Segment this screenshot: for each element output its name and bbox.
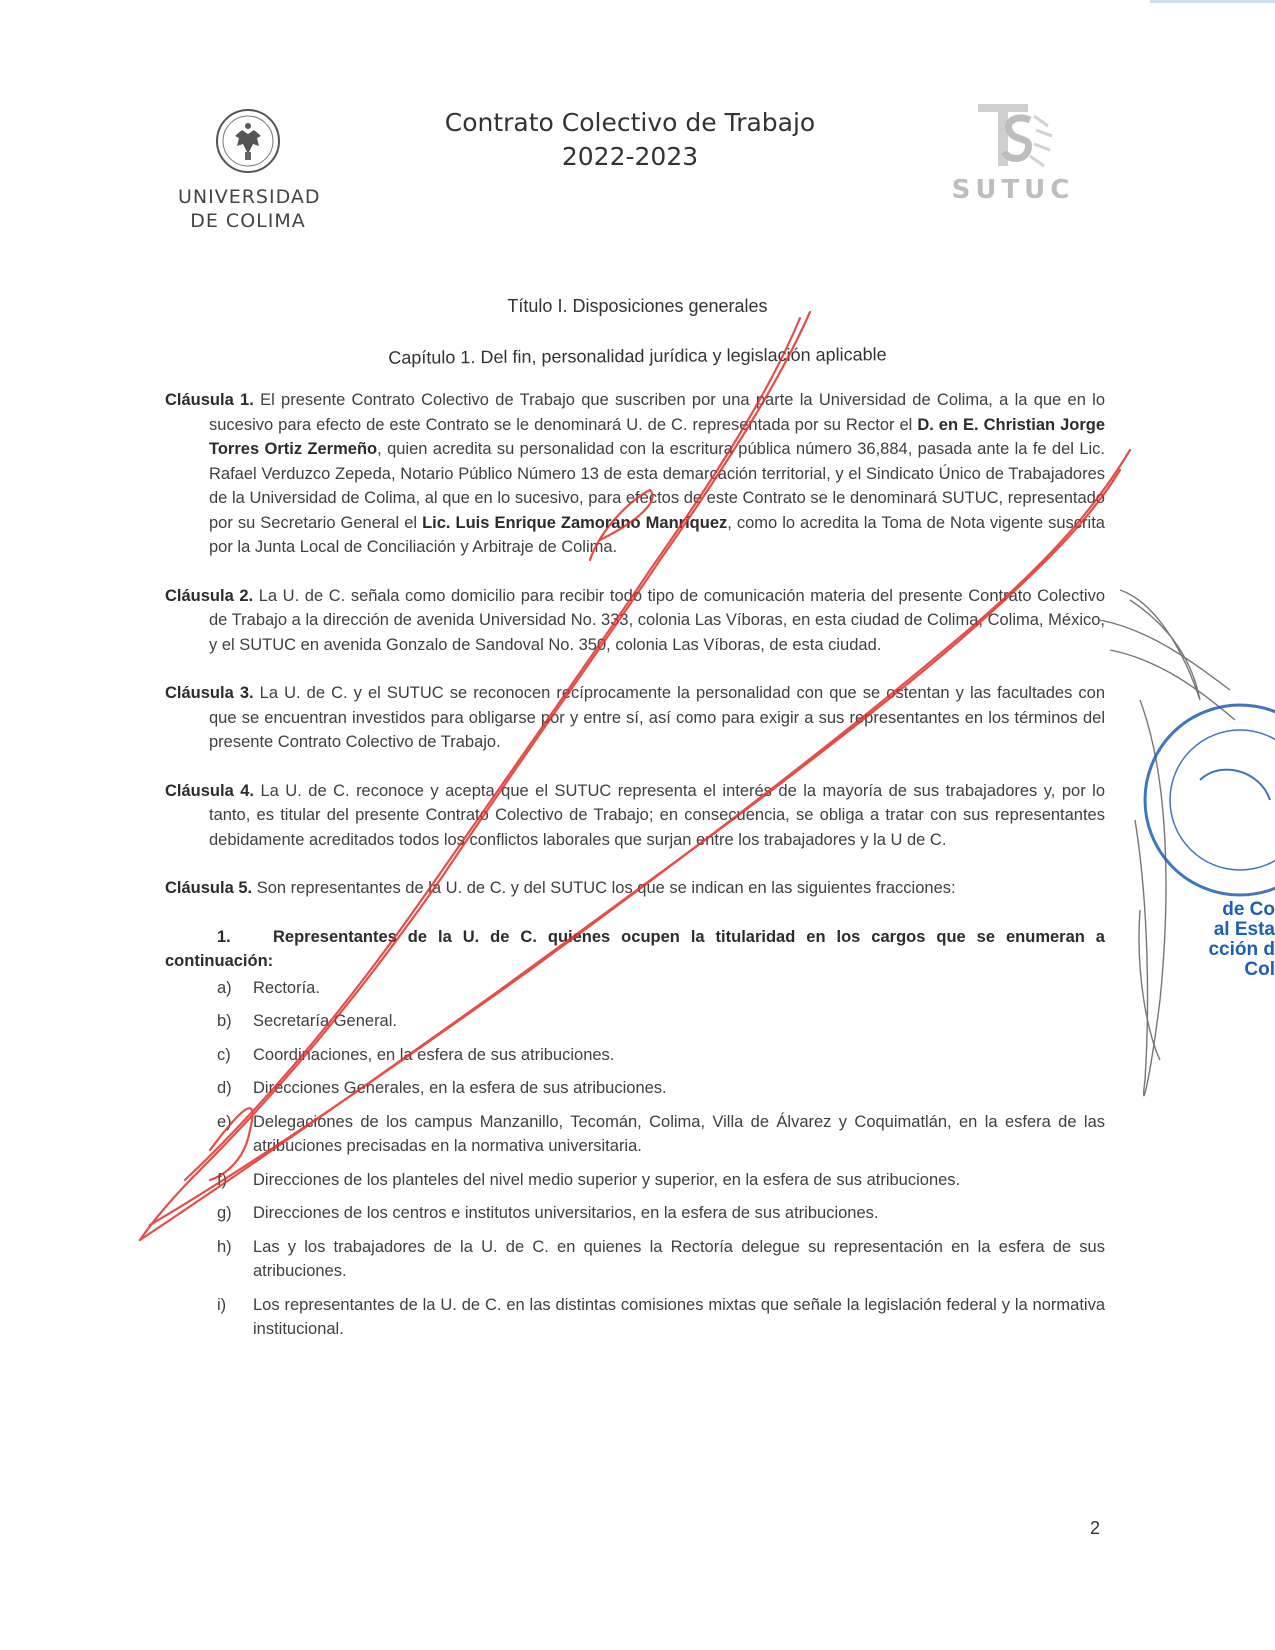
representatives-list <box>217 976 1105 1342</box>
clause-label: Cláusula 2. <box>165 586 254 605</box>
list-item-letter: e) <box>217 1112 232 1131</box>
university-name-line1: UNIVERSIDAD <box>178 186 321 208</box>
clause-text: La U. de C. reconoce y acepta que el SUTUC representa el interés de la mayoría de sus trabajadores y, por lo tanto, es titular del presente Contrato Colectivo de Trabajo; en consecuencia, se obliga a tratar con sus representantes debidamente acreditados todos los conflictos laborales que surjan entre los trabajadores y la U de C. <box>209 781 1106 849</box>
list-item-text: Rectoría. <box>253 978 320 997</box>
list-item <box>217 1043 1105 1068</box>
list-item-text: Secretaría General. <box>253 1012 397 1030</box>
union-logo-text: SUTUC <box>951 175 1075 205</box>
clause-3 <box>165 681 1105 755</box>
clause-text: La U. de C. señala como domicilio para recibir todo tipo de comunicación materia del presente Contrato Colectivo de Trabajo a la dirección de avenida Universidad No. 333, colonia Las Víboras, en esta ciudad de Colima, Colima, México, y el SUTUC en avenida Gonzalo de Sandoval No. 350, colonia Las Víboras, de esta ciudad. <box>209 586 1105 654</box>
secretary-name: Lic. Luis Enrique Zamorano Manríquez <box>422 513 728 532</box>
clause-5 <box>165 876 1105 901</box>
union-emblem-icon <box>968 96 1058 176</box>
list-item-text: Los representantes de la U. de C. en las distintas comisiones mixtas que señale la legislación federal y la normativa institucional. <box>253 1295 1105 1338</box>
handwritten-signature <box>1100 590 1235 1096</box>
document-title <box>430 106 830 174</box>
clause-label: Cláusula 4. <box>165 781 255 800</box>
university-name-line2: DE COLIMA <box>190 210 306 232</box>
clause-label: Cláusula 5. <box>165 879 253 897</box>
stamp-line: de Co <box>1222 899 1275 920</box>
chapter-heading: Capítulo 1. Del fin, personalidad jurídica y legislación aplicable <box>388 344 887 368</box>
list-item-letter: h) <box>217 1237 232 1256</box>
list-item <box>217 1293 1105 1342</box>
university-seal-icon <box>215 108 281 174</box>
document-title-year: 2022-2023 <box>561 142 699 171</box>
official-stamp-icon <box>1145 705 1275 895</box>
clause-text: , quien acredita su personalidad con la escritura pública número 36,884, pasada ante la fe del Lic. Rafael Verduzco Zepeda, Notario Público Número 13 de esta demarcación territorial, y el Sindicato Único de Trabajadores de la Universidad de Colima, al que en lo sucesivo, para efectos de este Contrato se le denominará SUTUC, representado por su Secretario General el <box>209 440 1105 532</box>
stamp-line: al Esta <box>1213 919 1275 940</box>
clause-label: Cláusula 3. <box>165 684 254 702</box>
university-logo <box>178 108 321 233</box>
document-body <box>165 388 1105 1351</box>
clause-text: El presente Contrato Colectivo de Trabajo que suscriben por una parte la Universidad de Colima, a la que en lo sucesivo para efecto de este Contrato se le denominará U. de C. representada por su Rector el <box>209 391 1105 434</box>
stamp-line: cción d <box>1208 939 1275 960</box>
list-item-text: Direcciones de los planteles del nivel medio superior y superior, en la esfera de sus atribuciones. <box>253 1170 961 1189</box>
clause-text: , como lo acredita la Toma de Nota vigente suscrita por la Junta Local de Conciliación y Arbitraje de Colima. <box>209 513 1105 556</box>
clause-4 <box>165 779 1105 853</box>
list-item-letter: g) <box>217 1204 232 1222</box>
rector-name: D. en E. Christian Jorge Torres Ortiz Zermeño <box>209 415 1106 458</box>
list-item-text: Las y los trabajadores de la U. de C. en quienes la Rectoría delegue su representación en la esfera de sus atribuciones. <box>253 1237 1105 1280</box>
list-item-letter: d) <box>217 1079 232 1097</box>
edge-mark <box>1150 0 1275 3</box>
list-item <box>217 1235 1105 1284</box>
list-item-letter: a) <box>217 978 232 997</box>
fraction-text: Representantes de la U. de C. quienes ocupen la titularidad en los cargos que se enumeran a continuación: <box>165 927 1105 970</box>
list-item <box>217 1009 1105 1034</box>
stamp-text <box>1160 900 1275 980</box>
list-item-text: Coordinaciones, en la esfera de sus atribuciones. <box>253 1045 615 1064</box>
clause-label: Cláusula 1. <box>165 391 254 409</box>
page-number: 2 <box>1090 1518 1101 1538</box>
clause-1 <box>165 388 1105 560</box>
clause-text: La U. de C. y el SUTUC se reconocen recíprocamente la personalidad con que se ostentan y las facultades con que se encuentran investidos para obligarse por y entre sí, así como para exigir a sus representantes en los términos del presente Contrato Colectivo de Trabajo. <box>209 684 1105 751</box>
list-item-text: Direcciones Generales, en la esfera de sus atribuciones. <box>253 1079 667 1097</box>
list-item-letter: b) <box>217 1012 232 1030</box>
list-item <box>217 1076 1105 1101</box>
list-item-letter: f) <box>217 1170 228 1189</box>
stamp-line: Col <box>1244 959 1275 980</box>
clause-text: Son representantes de la U. de C. y del SUTUC los que se indican en las siguientes fracciones: <box>252 879 956 897</box>
union-logo <box>948 96 1078 205</box>
fraction-number: 1. <box>217 927 231 946</box>
list-item-text: Direcciones de los centros e institutos universitarios, en la esfera de sus atribuciones. <box>253 1204 879 1222</box>
title-heading: Título I. Disposiciones generales <box>507 296 768 316</box>
list-item <box>217 1110 1105 1159</box>
list-item <box>217 1201 1105 1226</box>
document-title-line1: Contrato Colectivo de Trabajo <box>444 108 816 137</box>
list-item <box>217 976 1105 1001</box>
list-item-letter: i) <box>217 1295 227 1314</box>
list-item <box>217 1168 1105 1193</box>
list-item-text: Delegaciones de los campus Manzanillo, Tecomán, Colima, Villa de Álvarez y Coquimatlán, en la esfera de las atribuciones precisadas en la normativa universitaria. <box>253 1112 1105 1155</box>
clause-2 <box>165 584 1105 658</box>
list-item-letter: c) <box>217 1045 231 1064</box>
fraction-heading <box>165 925 1105 974</box>
